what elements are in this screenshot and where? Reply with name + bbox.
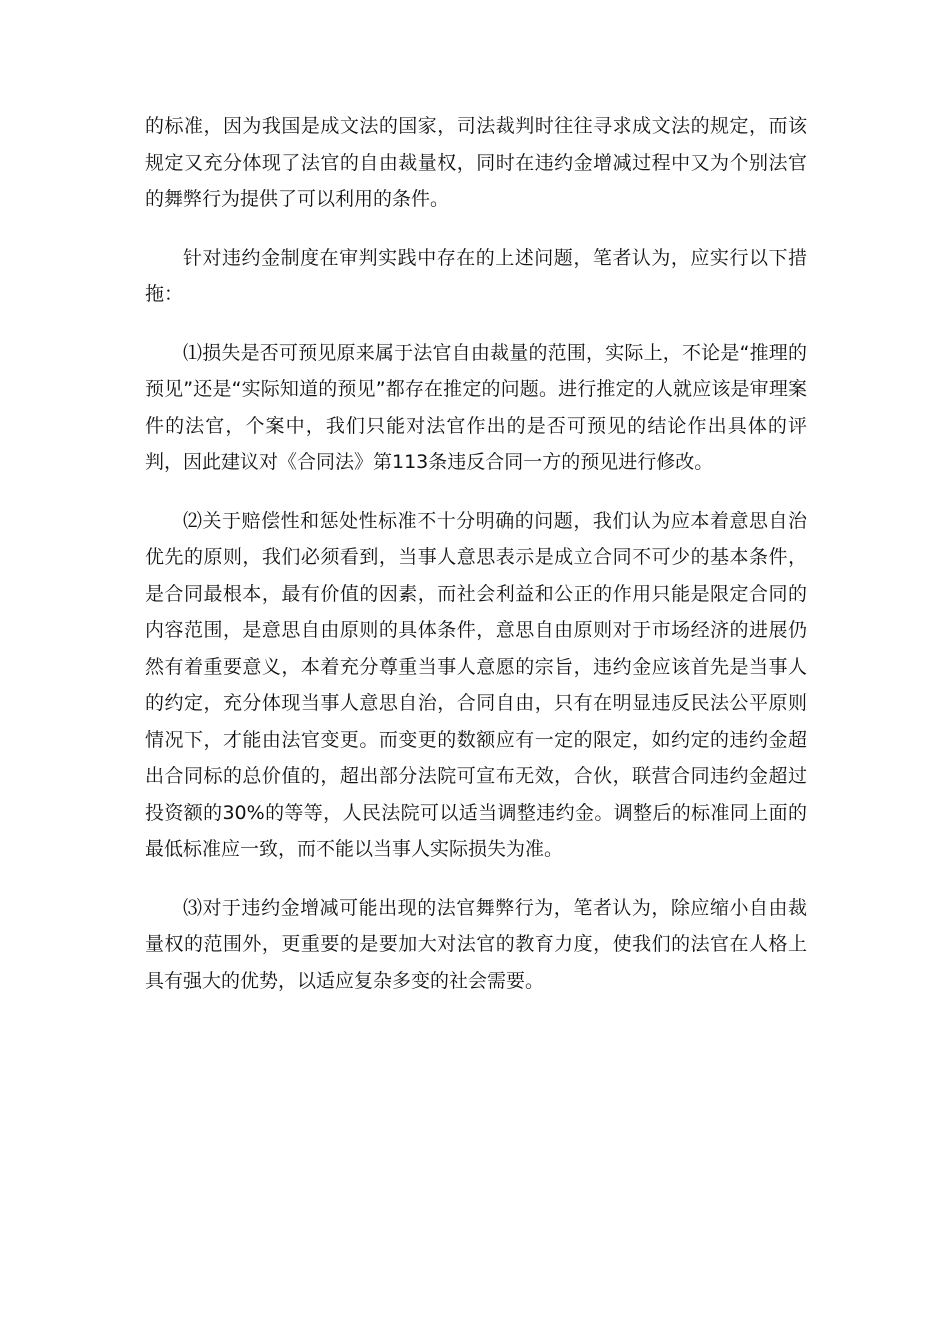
paragraph-measure-2: ⑵关于赔偿性和惩处性标准不十分明确的问题，我们认为应本着意思自治优先的原则，我们必须看到，当事人意思表示是成立合同不可少的基本条件，是合同最根本，最有价值的因素，而社会利益和公正的作用只能是限定合同的内容范围，是意思自由原则的具体条件，意思自由原则对于市场经济的进展仍然有着重要意义，本着充分尊重当事人意愿的宗旨，违约金应该首先是当事人的约定，充分体现当事人意思自治，合同自由，只有在明显违反民法公平原则情况下，才能由法官变更。而变更的数额应有一定的限定，如约定的违约金超出合同标的总价值的，超出部分法院可宣布无效，合伙，联营合同违约金超过投资额的30%的等等，人民法院可以适当调整违约金。调整后的标准同上面的最低标准应一致，而不能以当事人实际损失为准。 <box>145 509 807 860</box>
paragraph-continuation: 的标准，因为我国是成文法的国家，司法裁判时往往寻求成文法的规定，而该规定又充分体现了法官的自由裁量权，同时在违约金增减过程中又为个别法官的舞弊行为提供了可以利用的条件。 <box>145 115 807 210</box>
paragraph-intro-measures: 针对违约金制度在审判实践中存在的上述问题，笔者认为，应实行以下措拖： <box>145 246 807 305</box>
paragraph-measure-3: ⑶对于违约金增减可能出现的法官舞弊行为，笔者认为，除应缩小自由裁量权的范围外，更重要的是要加大对法官的教育力度，使我们的法官在人格上具有强大的优势，以适应复杂多变的社会需要。 <box>145 896 807 992</box>
paragraph-measure-1: ⑴损失是否可预见原来属于法官自由裁量的范围，实际上，不论是“推理的预见”还是“实际知道的预见”都存在推定的问题。进行推定的人就应该是审理案件的法官，个案中，我们只能对法官作出的是否可预见的结论作出具体的评判，因此建议对《合同法》第113条违反合同一方的预见进行修改。 <box>145 341 807 473</box>
document-body <box>145 108 807 1021</box>
